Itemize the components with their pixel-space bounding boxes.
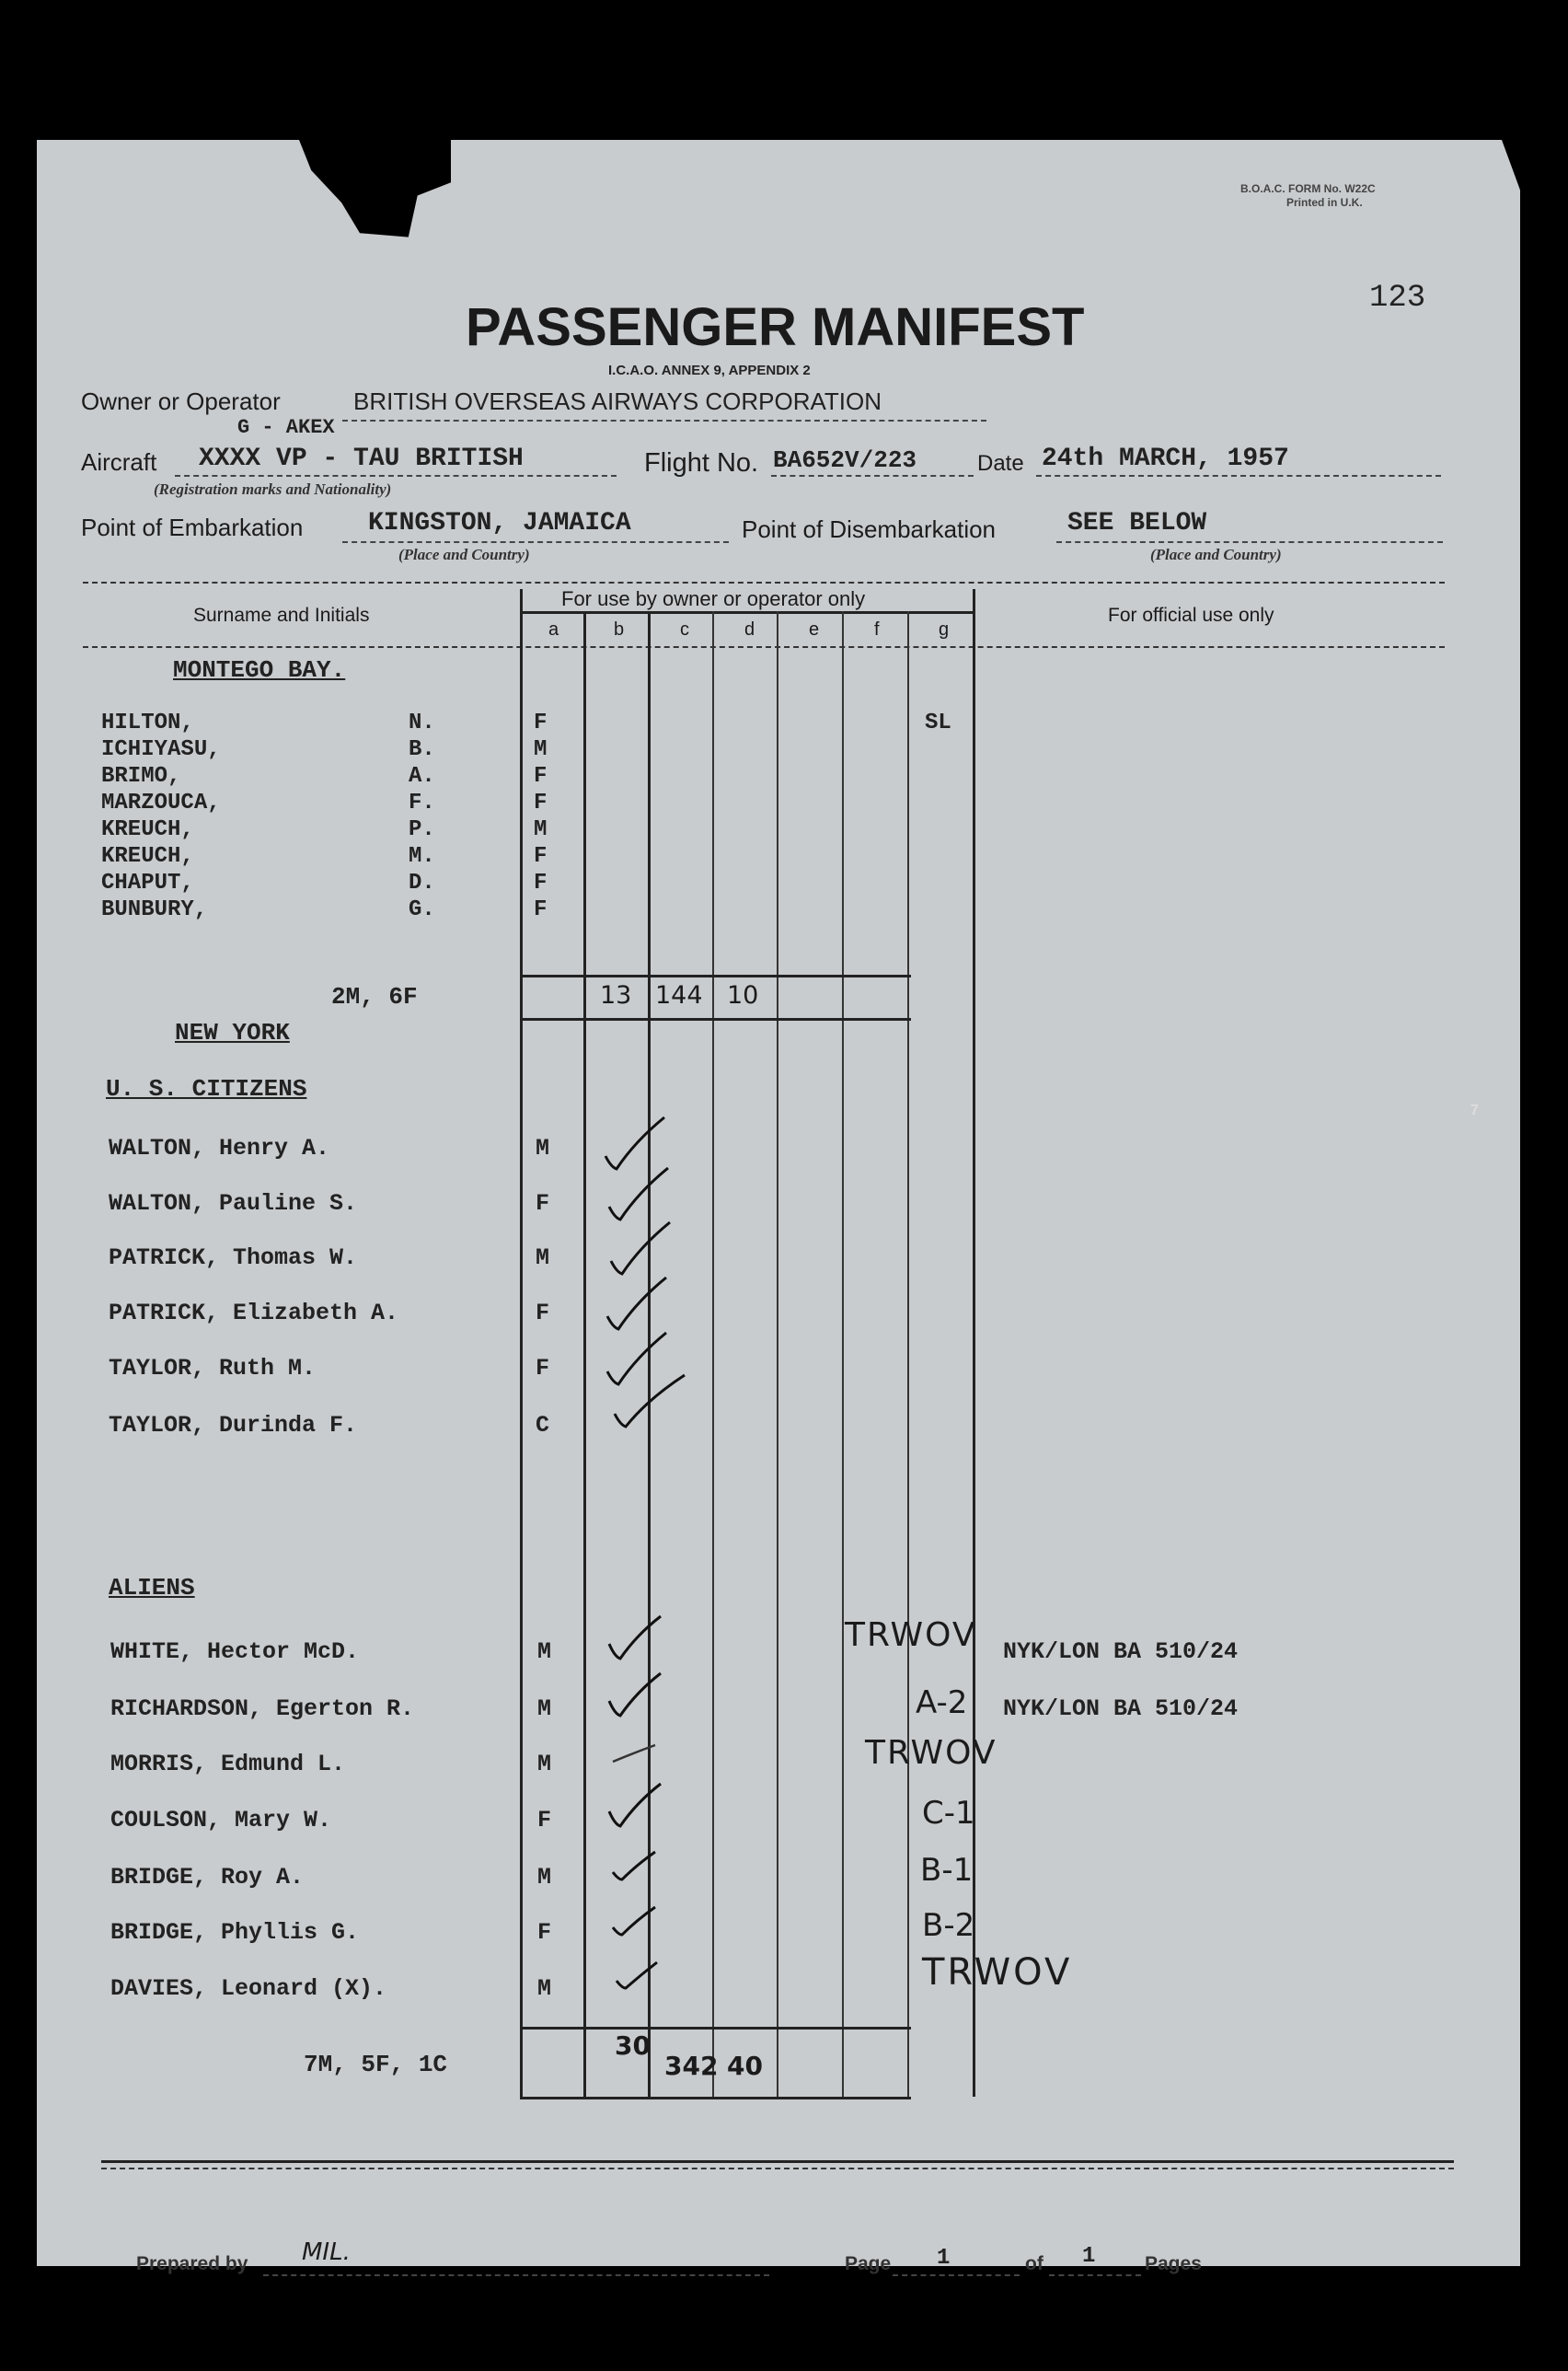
- page-underline: [893, 2274, 1020, 2276]
- checkmark-icon: [607, 1740, 663, 1767]
- table-row-code-a: F: [534, 791, 548, 815]
- montego-total-rule: [520, 975, 911, 977]
- disembarkation-label: Point of Disembarkation: [742, 515, 997, 543]
- pages-label: Pages: [1145, 2253, 1202, 2274]
- table-row-surname: MARZOUCA,: [101, 791, 221, 815]
- page-value: 1: [937, 2246, 951, 2271]
- table-row-name: BRIDGE, Phyllis G.: [110, 1919, 360, 1946]
- table-row-name: COULSON, Mary W.: [110, 1807, 332, 1833]
- table-row-handwritten-code: B-2: [922, 1907, 975, 1944]
- column-letter-c: c: [680, 619, 689, 640]
- table-row-code-a: F: [534, 764, 548, 789]
- table-row-code-a: M: [537, 1975, 552, 2002]
- table-row-name: TAYLOR, Ruth M.: [109, 1355, 317, 1382]
- montego-total-b: 13: [600, 981, 632, 1010]
- aircraft-note: (Registration marks and Nationality): [154, 480, 392, 498]
- table-row-code-a: M: [537, 1695, 552, 1722]
- table-top-rule: [83, 582, 1445, 584]
- table-row-surname: BRIMO,: [101, 764, 181, 789]
- column-rule-e-left: [777, 611, 778, 2097]
- table-row-code-a: F: [534, 844, 548, 869]
- form-code: B.O.A.C. FORM No. W22C: [1240, 182, 1376, 195]
- aliens-total-label: 7M, 5F, 1C: [304, 2051, 448, 2078]
- column-letter-a: a: [548, 619, 559, 640]
- table-row-official-note: NYK/LON BA 510/24: [1003, 1638, 1239, 1665]
- table-row-initial: M.: [409, 844, 435, 869]
- of-label: of: [1025, 2253, 1043, 2274]
- prepared-by-underline: [263, 2274, 769, 2276]
- table-row-code-a: M: [534, 737, 548, 762]
- footer-top-rule-dashed: [101, 2168, 1454, 2169]
- table-row-initial: P.: [409, 817, 435, 842]
- checkmark-icon: [607, 1846, 663, 1883]
- table-row-name: WHITE, Hector McD.: [110, 1638, 360, 1665]
- table-row-handwritten-code: A-2: [916, 1684, 968, 1721]
- prepared-by-label: Prepared by: [136, 2253, 248, 2274]
- table-row-code-a: C: [536, 1412, 550, 1439]
- table-header-rule: [83, 646, 1445, 648]
- page-number: 123: [1369, 281, 1426, 316]
- aliens-total-rule: [520, 2027, 911, 2030]
- footer-top-rule: [101, 2160, 1454, 2163]
- table-row-code-g: SL: [925, 711, 951, 735]
- disembarkation-note: (Place and Country): [1150, 546, 1282, 563]
- table-row-name: WALTON, Henry A.: [109, 1135, 330, 1162]
- table-row-code-a: M: [536, 1135, 550, 1162]
- table-row-initial: G.: [409, 897, 435, 922]
- aircraft-underline: [175, 475, 617, 477]
- montego-total-c: 144: [655, 981, 703, 1010]
- date-label: Date: [977, 451, 1024, 476]
- table-row-code-a: F: [536, 1190, 550, 1217]
- column-rule-a-left: [520, 589, 523, 2097]
- column-rule-f-left: [842, 611, 844, 2097]
- table-row-initial: N.: [409, 711, 435, 735]
- section-heading-us-citizens: U. S. CITIZENS: [106, 1075, 307, 1103]
- owner-underline: [342, 420, 986, 422]
- table-row-code-a: F: [534, 711, 548, 735]
- table-row-code-a: F: [536, 1300, 550, 1326]
- table-row-code-a: M: [536, 1244, 550, 1271]
- table-row-surname: KREUCH,: [101, 817, 194, 842]
- aliens-total-d: 40: [727, 2051, 763, 2081]
- montego-total-bottom-rule: [520, 1018, 911, 1021]
- embarkation-note: (Place and Country): [398, 546, 530, 563]
- checkmark-icon: [604, 1613, 668, 1668]
- table-row-surname: HILTON,: [101, 711, 194, 735]
- table-row-surname: BUNBURY,: [101, 897, 208, 922]
- checkmark-icon: [607, 1371, 690, 1436]
- table-row-initial: B.: [409, 737, 435, 762]
- checkmark-icon: [607, 1902, 663, 1938]
- table-row-handwritten-code: TRWOV: [922, 1951, 1073, 1994]
- aircraft-value: XXXX VP - TAU BRITISH: [199, 445, 524, 473]
- table-row-code-a: F: [537, 1807, 552, 1833]
- date-underline: [1036, 475, 1441, 477]
- table-row-handwritten-code: TRWOV: [845, 1616, 977, 1654]
- table-row-name: MORRIS, Edmund L.: [110, 1751, 346, 1777]
- table-row-name: DAVIES, Leonard (X).: [110, 1975, 387, 2002]
- column-rule-d-left: [712, 611, 714, 2097]
- column-rule-g-left: [907, 611, 909, 2097]
- of-underline: [1049, 2274, 1141, 2276]
- flight-label: Flight No.: [644, 448, 759, 478]
- column-letter-d: d: [744, 619, 755, 640]
- aircraft-label: Aircraft: [81, 448, 157, 476]
- embarkation-label: Point of Embarkation: [81, 514, 304, 541]
- table-row-initial: D.: [409, 871, 435, 896]
- checkmark-icon: [604, 1780, 668, 1835]
- flight-value: BA652V/223: [773, 446, 917, 474]
- disembarkation-underline: [1056, 541, 1443, 543]
- table-row-surname: KREUCH,: [101, 844, 194, 869]
- column-letter-b: b: [614, 619, 625, 640]
- montego-total-d: 10: [727, 981, 759, 1010]
- prepared-by-value: MIL.: [302, 2238, 351, 2266]
- disembarkation-value: SEE BELOW: [1067, 509, 1207, 538]
- column-letter-e: e: [809, 619, 820, 640]
- aliens-total-bottom-rule: [520, 2097, 911, 2099]
- table-row-handwritten-code: C-1: [922, 1795, 975, 1832]
- page-title: PASSENGER MANIFEST: [466, 297, 1085, 357]
- table-row-name: BRIDGE, Roy A.: [110, 1864, 305, 1891]
- embarkation-underline: [342, 541, 729, 543]
- table-row-code-a: M: [534, 817, 548, 842]
- table-row-name: RICHARDSON, Egerton R.: [110, 1695, 415, 1722]
- column-letter-f: f: [874, 619, 880, 640]
- aircraft-reg-above: G - AKEX: [237, 416, 335, 439]
- column-rule-g-right: [973, 589, 975, 2097]
- table-row-code-a: F: [534, 897, 548, 922]
- table-row-code-a: F: [536, 1355, 550, 1382]
- table-row-name: PATRICK, Thomas W.: [109, 1244, 358, 1271]
- table-row-code-a: M: [537, 1751, 552, 1777]
- table-row-initial: A.: [409, 764, 435, 789]
- aliens-total-b: 30: [615, 2030, 651, 2061]
- section-heading-newyork: NEW YORK: [175, 1019, 290, 1047]
- printed-in: Printed in U.K.: [1286, 196, 1363, 209]
- table-row-name: TAYLOR, Durinda F.: [109, 1412, 358, 1439]
- table-row-code-a: M: [537, 1638, 552, 1665]
- table-row-surname: ICHIYASU,: [101, 737, 221, 762]
- column-header-surname: Surname and Initials: [193, 605, 370, 626]
- aliens-total-c: 342: [664, 2051, 719, 2081]
- table-row-name: PATRICK, Elizabeth A.: [109, 1300, 399, 1326]
- column-rule-b-left: [583, 611, 586, 2097]
- date-value: 24th MARCH, 1957: [1042, 445, 1289, 473]
- checkmark-icon: [611, 1957, 666, 1994]
- montego-total-label: 2M, 6F: [331, 983, 418, 1011]
- table-row-handwritten-code: B-1: [920, 1852, 974, 1889]
- table-row-code-a: F: [537, 1919, 552, 1946]
- table-row-official-note: NYK/LON BA 510/24: [1003, 1695, 1239, 1722]
- subtitle: I.C.A.O. ANNEX 9, APPENDIX 2: [608, 363, 811, 378]
- table-row-code-a: M: [537, 1864, 552, 1891]
- table-row-name: WALTON, Pauline S.: [109, 1190, 358, 1217]
- owner-value: BRITISH OVERSEAS AIRWAYS CORPORATION: [353, 387, 882, 415]
- flight-underline: [771, 475, 974, 477]
- checkmark-icon: [604, 1670, 668, 1725]
- column-letter-g: g: [939, 619, 950, 640]
- column-header-official: For official use only: [1108, 605, 1274, 626]
- section-heading-aliens: ALIENS: [109, 1574, 195, 1602]
- embarkation-value: KINGSTON, JAMAICA: [368, 509, 631, 538]
- table-row-surname: CHAPUT,: [101, 871, 194, 896]
- page-label: Page: [845, 2253, 892, 2274]
- section-heading-montego: MONTEGO BAY.: [173, 656, 346, 684]
- table-row-handwritten-code: TRWOV: [865, 1734, 997, 1772]
- of-value: 1: [1082, 2244, 1096, 2269]
- table-row-initial: F.: [409, 791, 435, 815]
- margin-mark: 7: [1470, 1103, 1479, 1118]
- table-row-code-a: F: [534, 871, 548, 896]
- column-header-owner-use: For use by owner or operator only: [561, 587, 866, 610]
- owner-label: Owner or Operator: [81, 387, 281, 415]
